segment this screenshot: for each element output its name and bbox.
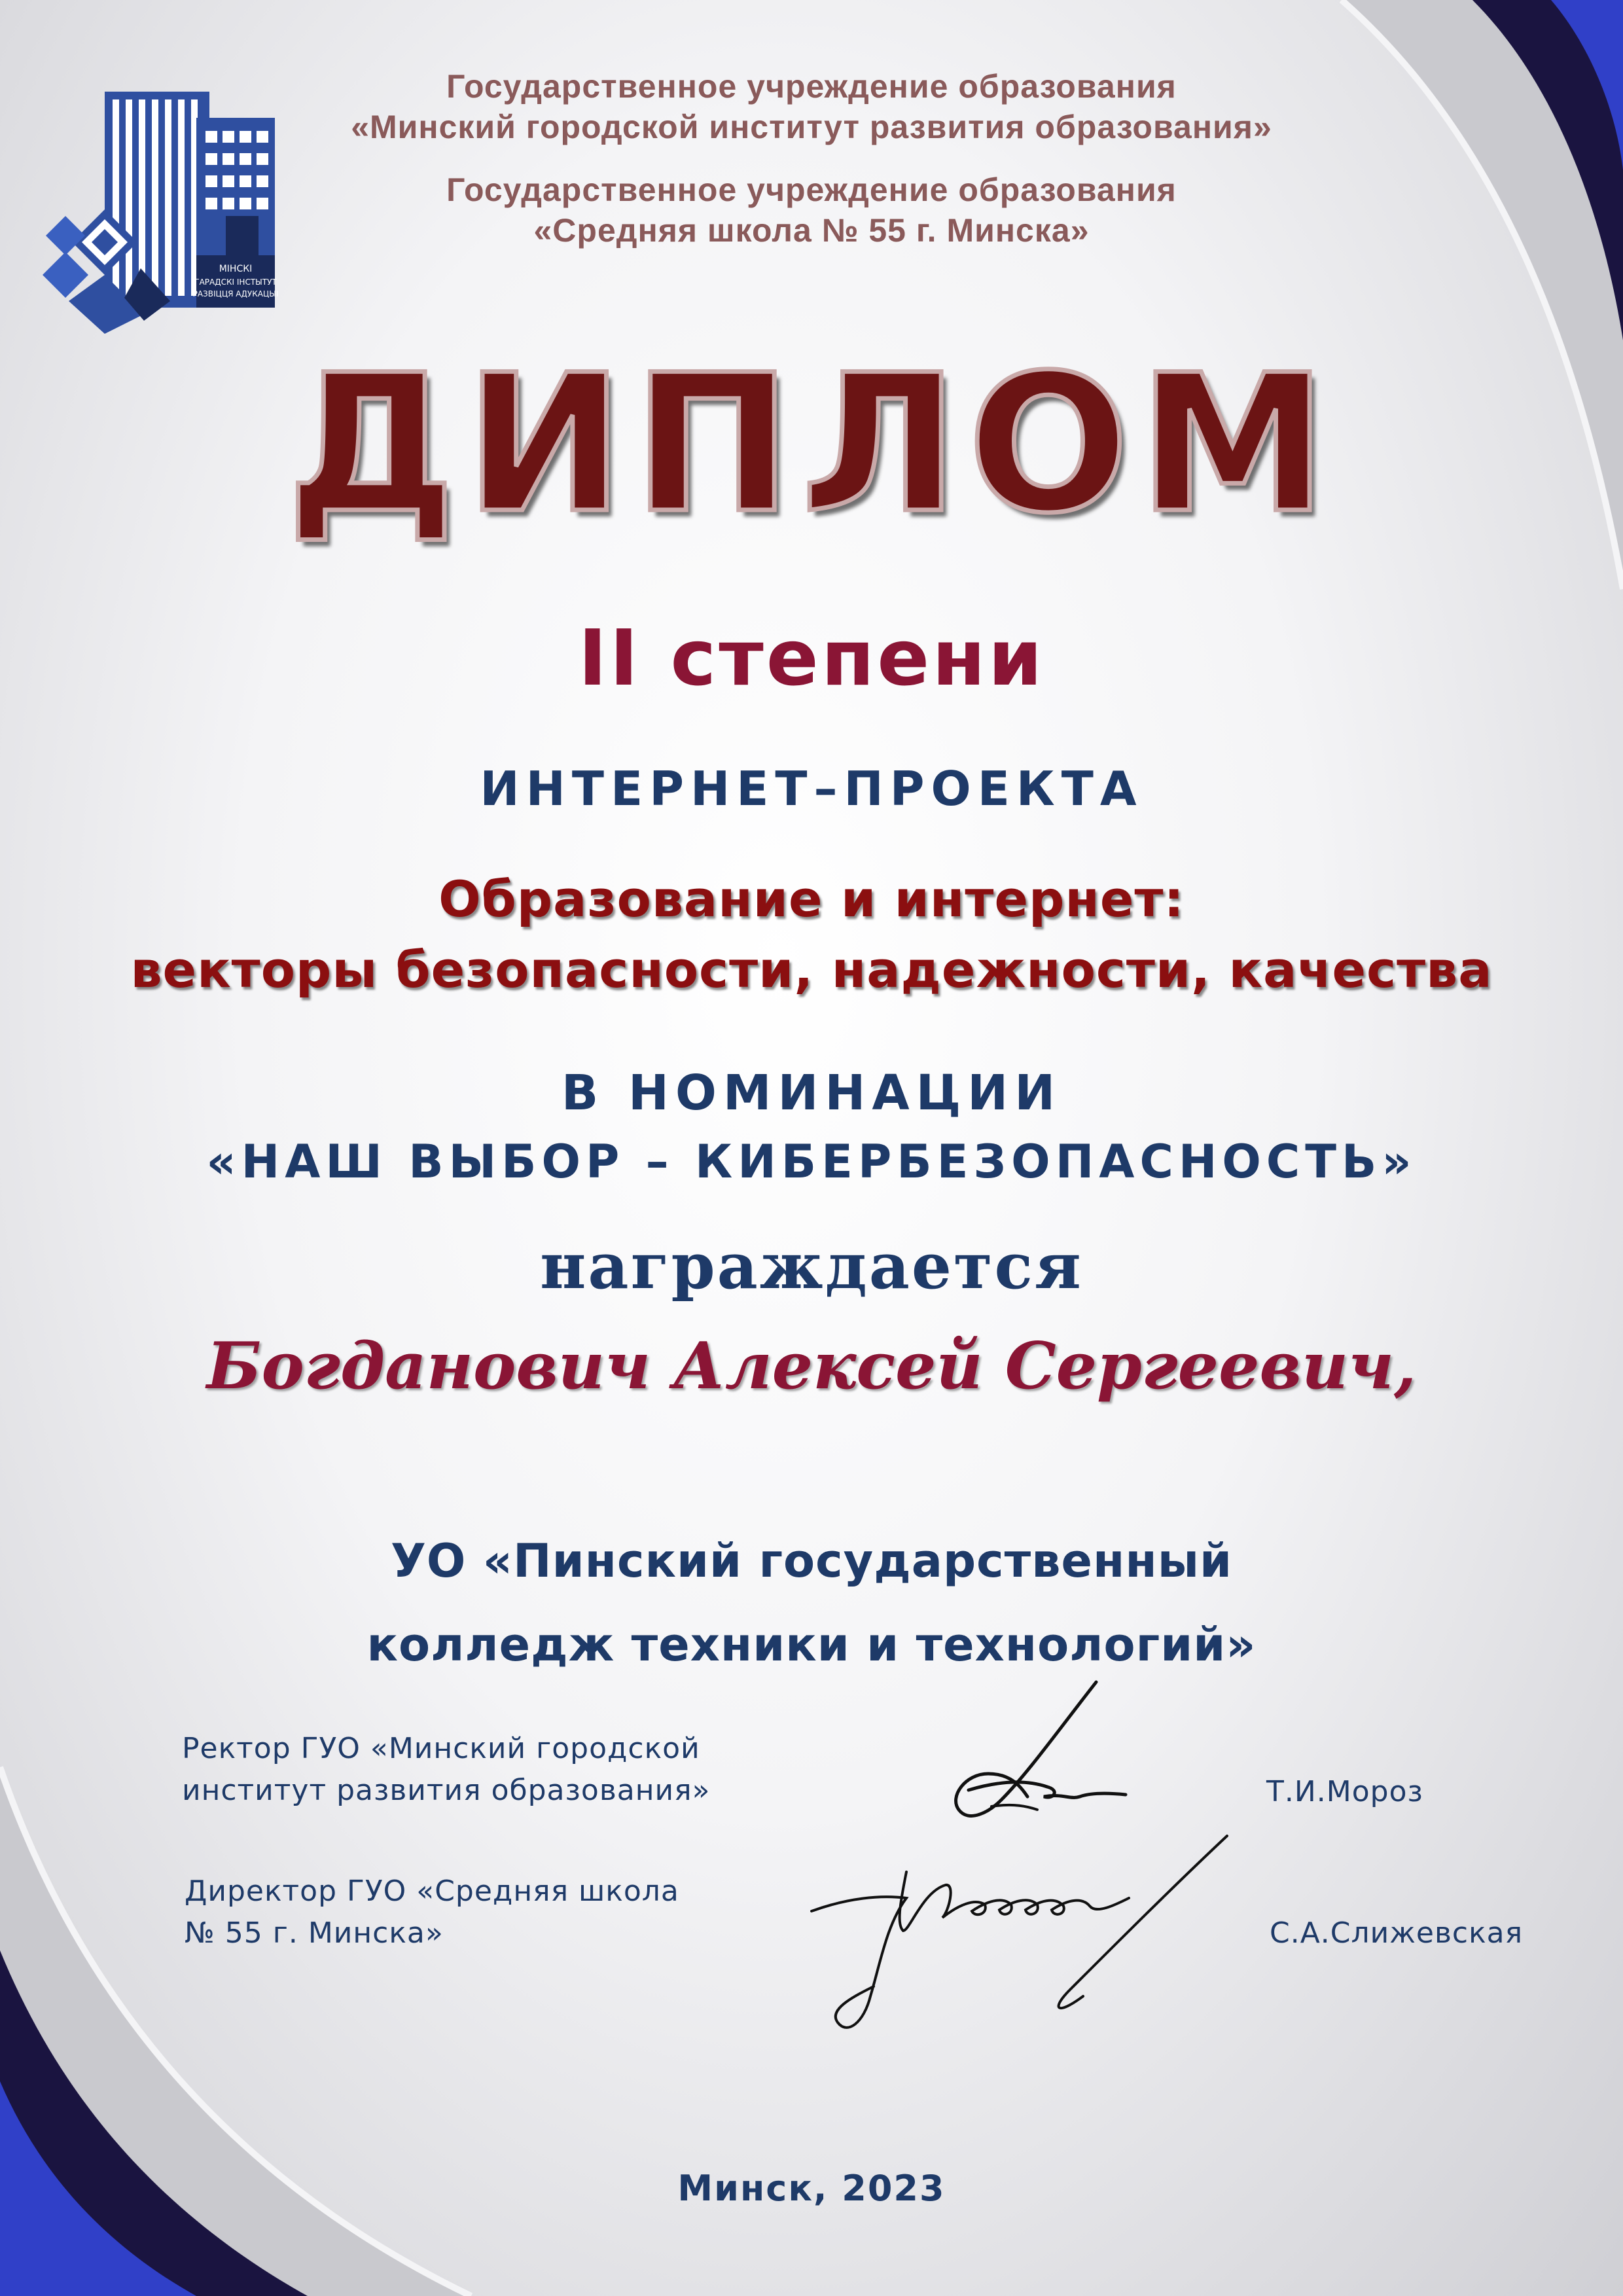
header-org1-line2: «Минский городской институт развития образования» [351, 109, 1272, 145]
svg-text:ГАРАДСКІ ІНСТЫТУТ: ГАРАДСКІ ІНСТЫТУТ [194, 278, 277, 287]
header-org2-line2: «Средняя школа № 55 г. Минска» [533, 212, 1090, 249]
nomination-line1: В НОМИНАЦИИ [561, 1065, 1062, 1121]
project-title-line2: векторы безопасности, надежности, качества [130, 941, 1493, 999]
rector-title-line1: Ректор ГУО «Минский городской [182, 1732, 700, 1765]
header-org2-line1: Государственное учреждение образования [446, 171, 1177, 208]
director-name: С.А.Слижевская [1270, 1916, 1524, 1950]
awarded-label: награждается [540, 1229, 1083, 1303]
place-date: Минск, 2023 [677, 2168, 946, 2209]
nomination-line2: «НАШ ВЫБОР – КИБЕРБЕЗОПАСНОСТЬ» [206, 1135, 1417, 1189]
rector-name: Т.И.Мороз [1266, 1775, 1423, 1808]
recipient-name: Богданович Алексей Сергеевич, [206, 1329, 1417, 1404]
diploma-degree: II степени [578, 613, 1045, 703]
institution-line2: колледж техники и технологий» [366, 1618, 1257, 1672]
svg-text:МІНСКІ: МІНСКІ [219, 264, 253, 274]
diploma-title: ДИПЛОМ [287, 334, 1336, 555]
director-title-line2: № 55 г. Минска» [185, 1916, 444, 1950]
director-title-line1: Директор ГУО «Средняя школа [185, 1874, 679, 1908]
project-title-line1: Образование и интернет: [438, 870, 1185, 928]
director-signature-icon [808, 1833, 1240, 2042]
rector-signature-icon [929, 1676, 1152, 1839]
rector-title-line2: институт развития образования» [182, 1774, 711, 1807]
header-org1-line1: Государственное учреждение образования [446, 68, 1177, 105]
project-label: ИНТЕРНЕТ–ПРОЕКТА [480, 761, 1143, 816]
svg-text:РАЗВІЦЦЯ АДУКАЦЫІ: РАЗВІЦЦЯ АДУКАЦЫІ [192, 289, 279, 298]
institution-line1: УО «Пинский государственный [390, 1534, 1233, 1588]
